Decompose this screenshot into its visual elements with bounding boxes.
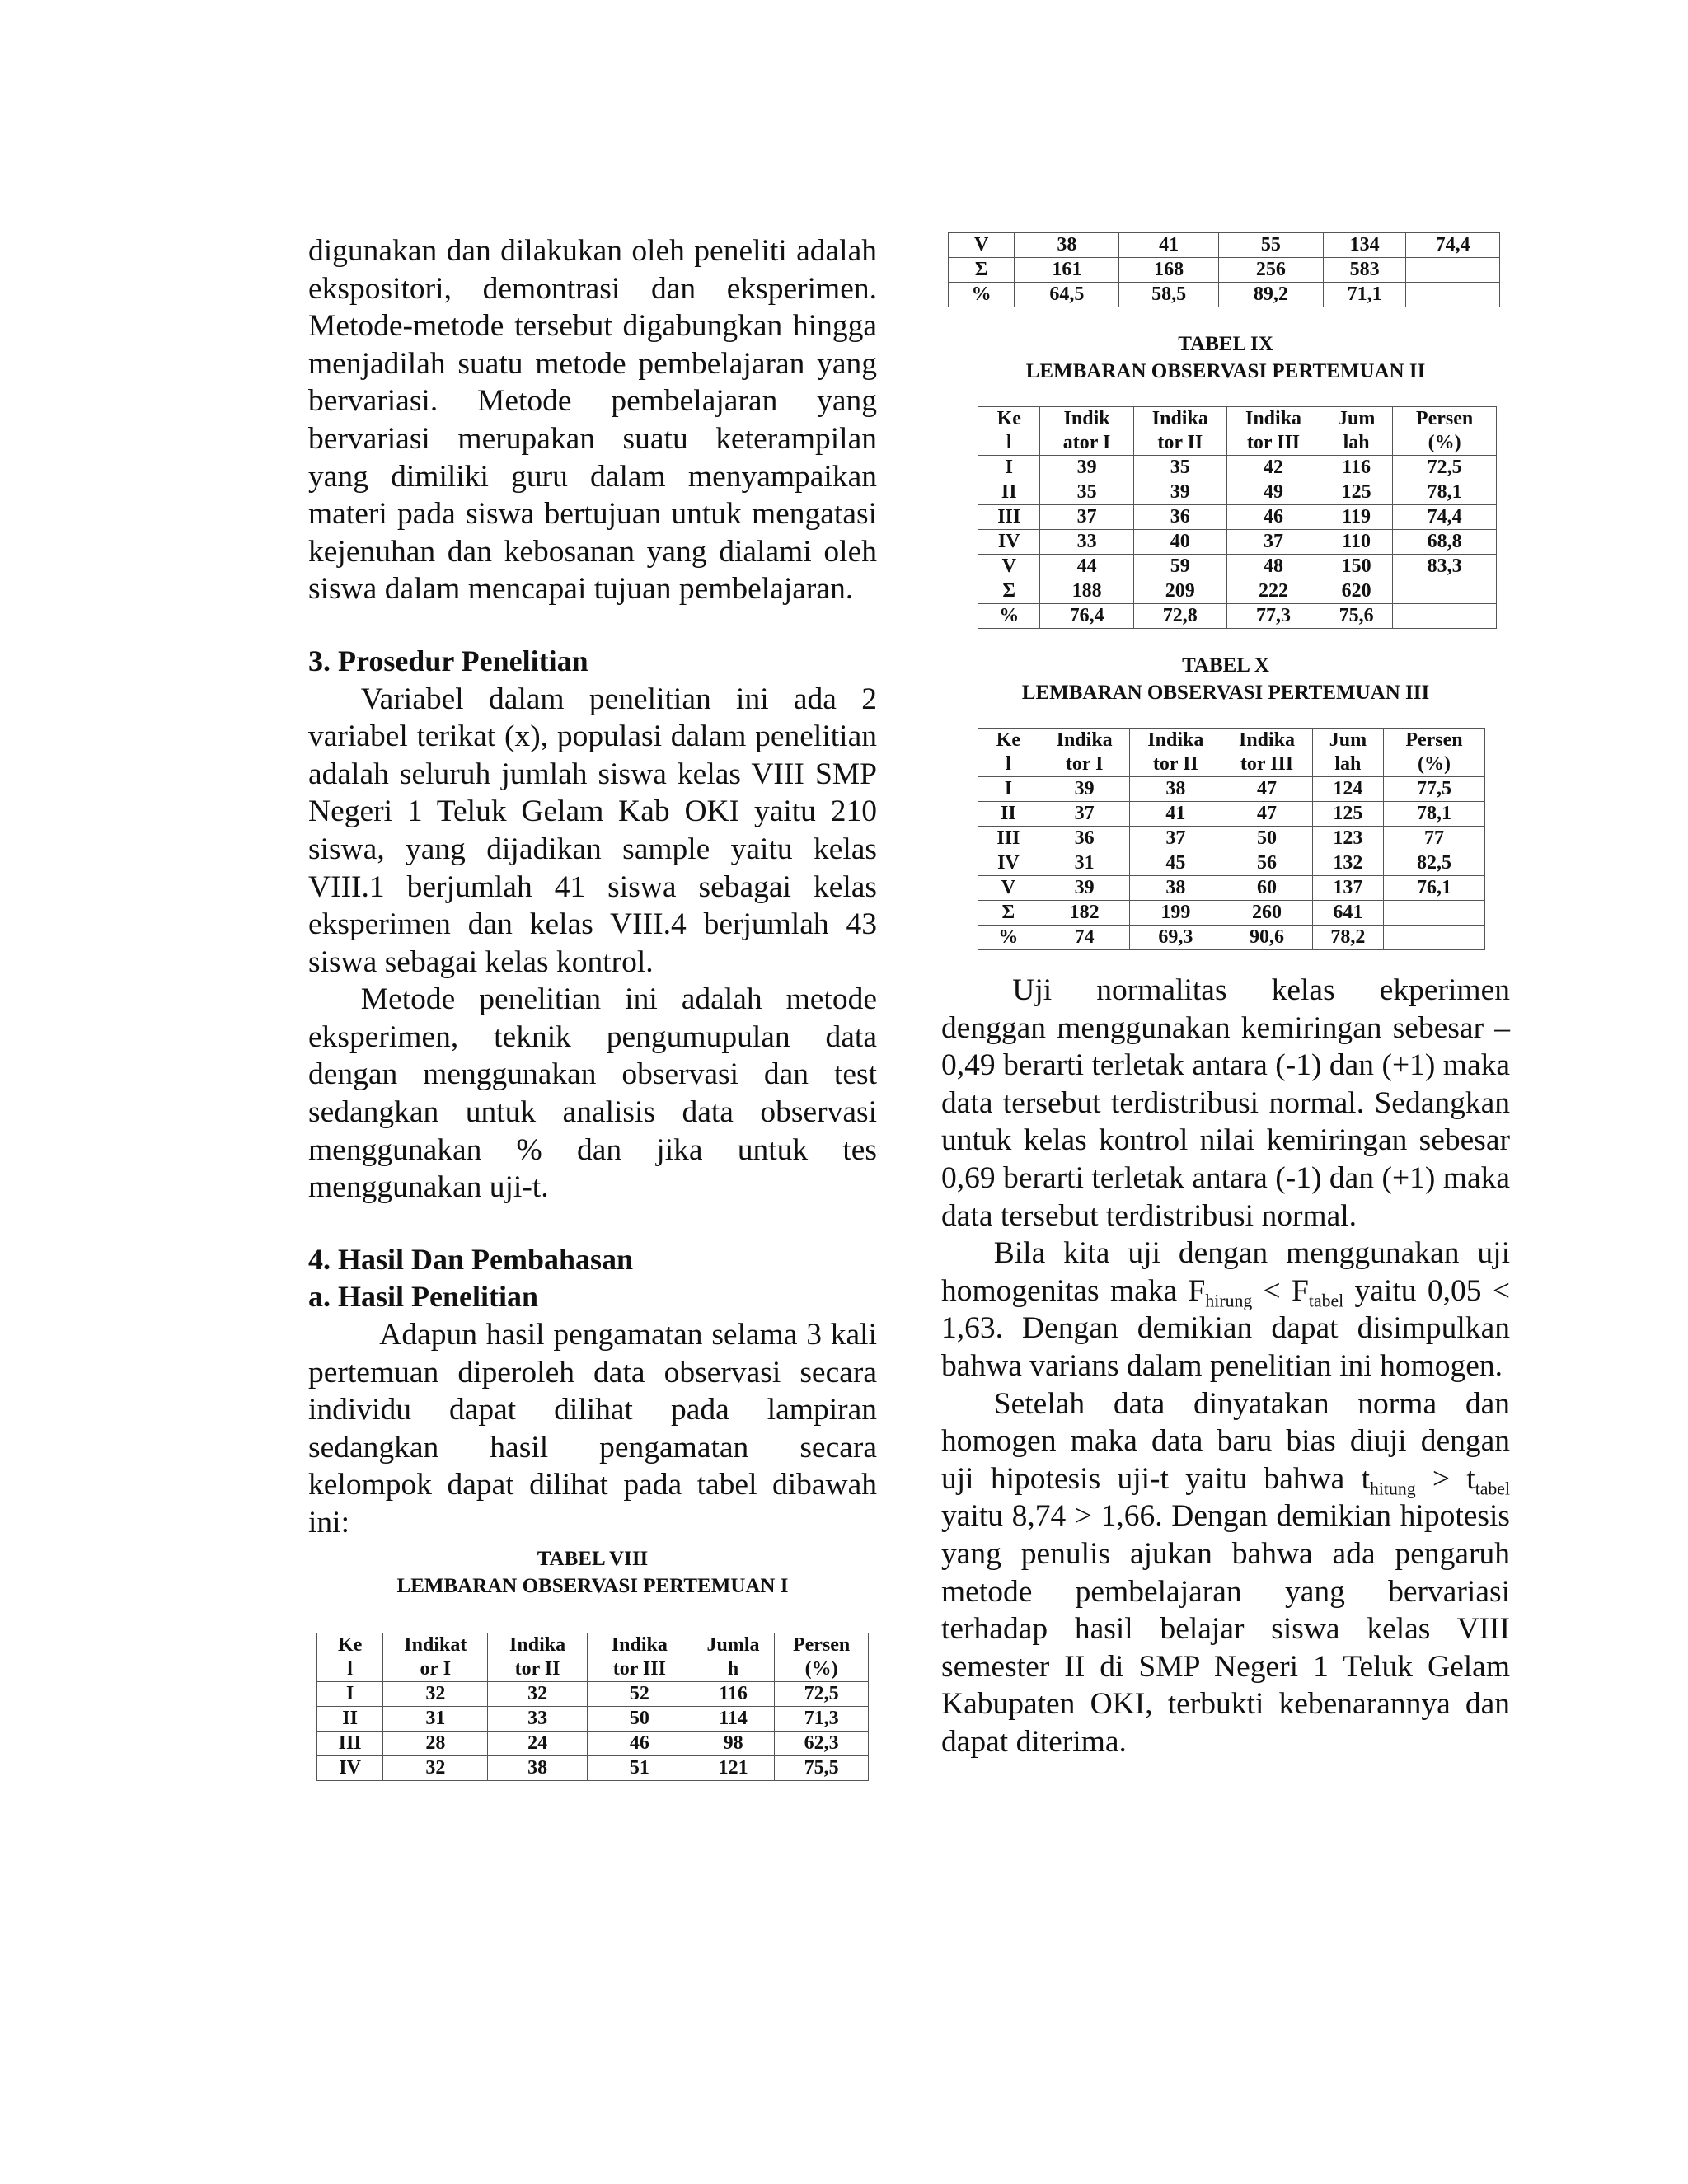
table-cell: 64,5 <box>1015 283 1119 307</box>
table-row <box>978 530 1497 555</box>
table-cell: 47 <box>1221 802 1313 827</box>
table-cell: 256 <box>1218 258 1323 283</box>
table-cell: 82,5 <box>1383 851 1484 876</box>
table-cell: 123 <box>1312 827 1383 851</box>
table-cell: 32 <box>383 1681 488 1706</box>
table-cell: 56 <box>1221 851 1313 876</box>
table-cell: 121 <box>692 1755 774 1780</box>
table-8 <box>316 1633 869 1781</box>
table-cell: 72,8 <box>1133 604 1226 629</box>
table-cell: 32 <box>488 1681 587 1706</box>
table-row <box>978 777 1485 802</box>
table-row <box>978 480 1497 505</box>
paragraph-hasil-pengamatan: Adapun hasil pengamatan selama 3 kali pertemuan diperoleh data observasi secara individu dapat dilihat pada lampiran sedangkan hasil pengamatan secara kelompok dapat dilihat pada tabel dibawah ini: <box>308 1318 877 1540</box>
table-cell: 51 <box>587 1755 692 1780</box>
table-cell: 150 <box>1320 555 1393 579</box>
section-heading-prosedur: 3. Prosedur Penelitian <box>308 644 588 677</box>
table-cell: 119 <box>1320 505 1393 530</box>
table-9 <box>978 406 1497 629</box>
table-cell: 71,3 <box>775 1706 869 1731</box>
table-row <box>978 604 1497 629</box>
table-cell: 76,1 <box>1383 876 1484 901</box>
table-header-cell: Indika tor II <box>1133 407 1226 456</box>
table-header-cell: Indika tor III <box>1221 729 1313 777</box>
table-cell: 78,1 <box>1393 480 1497 505</box>
table-header-cell: Indika tor III <box>587 1633 692 1681</box>
table-cell: 46 <box>587 1731 692 1755</box>
table-cell: 36 <box>1039 827 1130 851</box>
table-cell: 199 <box>1130 901 1221 926</box>
table-cell: 116 <box>1320 456 1393 480</box>
table-cell: 124 <box>1312 777 1383 802</box>
table-header-row <box>978 407 1497 456</box>
table-cell: 37 <box>1039 802 1130 827</box>
table-row <box>978 505 1497 530</box>
table-row <box>978 555 1497 579</box>
table-cell: 49 <box>1226 480 1320 505</box>
table-10-title: TABEL X <box>1182 654 1269 677</box>
table-cell: 58,5 <box>1119 283 1218 307</box>
table-row <box>317 1755 869 1780</box>
table-cell: V <box>978 876 1039 901</box>
table-row <box>949 258 1500 283</box>
table-cell: 641 <box>1312 901 1383 926</box>
table-cell: 125 <box>1320 480 1393 505</box>
table-cell: IV <box>978 530 1040 555</box>
table-cell: 188 <box>1040 579 1133 604</box>
paragraph-metode: Metode penelitian ini adalah metode eksperimen, teknik pengumupulan data dengan menggunakan observasi dan test sedangkan untuk analisis data observasi menggunakan % dan jika untuk tes menggunakan uji-t. <box>308 982 877 1205</box>
table-cell <box>1406 283 1500 307</box>
table-cell: 76,4 <box>1040 604 1133 629</box>
table-8-title: TABEL VIII <box>537 1547 649 1570</box>
table-cell: 78,1 <box>1383 802 1484 827</box>
table-cell <box>1383 926 1484 950</box>
table-cell: 28 <box>383 1731 488 1755</box>
table-header-cell: Persen (%) <box>1383 729 1484 777</box>
table-header-cell: Indika tor III <box>1226 407 1320 456</box>
table-header-cell: Jumla h <box>692 1633 774 1681</box>
table-cell: 47 <box>1221 777 1313 802</box>
table-cell: I <box>978 777 1039 802</box>
table-cell: II <box>978 480 1040 505</box>
table-cell: 132 <box>1312 851 1383 876</box>
table-cell: 48 <box>1226 555 1320 579</box>
table-cell: I <box>317 1681 383 1706</box>
paragraph-hipotesis: Setelah data dinyatakan norma dan homogen maka data baru bias diuji dengan uji hipotesis uji-t yaitu bahwa $t_{hitung} > t_{tabel}$ yaitu 8,74 > 1,66. Dengan demikian hipotesis yang penulis ajukan bahwa ada pengaruh metode pembelajaran yang bervariasi terhadap hasil belajar siswa kelas VIII semester II di SMP Negeri 1 Teluk Gelam Kabupaten OKI, terbukti kebenarannya dan dapat diterima. <box>941 1386 1510 1759</box>
table-cell: 74,4 <box>1406 233 1500 258</box>
table-cell: 52 <box>587 1681 692 1706</box>
table-cell: 77,5 <box>1383 777 1484 802</box>
table-cell: 46 <box>1226 505 1320 530</box>
table-cell: III <box>317 1731 383 1755</box>
table-header-cell: Indika tor II <box>1130 729 1221 777</box>
table-cell: IV <box>978 851 1039 876</box>
table-cell: 161 <box>1015 258 1119 283</box>
table-header-cell: Indika tor II <box>488 1633 587 1681</box>
table-cell: 42 <box>1226 456 1320 480</box>
table-cell: 116 <box>692 1681 774 1706</box>
table-cell: 38 <box>1015 233 1119 258</box>
table-cell: % <box>949 283 1015 307</box>
table-cell: 110 <box>1320 530 1393 555</box>
table-row <box>978 456 1497 480</box>
table-row <box>978 851 1485 876</box>
table-cell: 114 <box>692 1706 774 1731</box>
table-cell: 38 <box>488 1755 587 1780</box>
left-column <box>308 232 877 1781</box>
table-header-cell: Ke l <box>317 1633 383 1681</box>
table-header-cell: Indika tor I <box>1039 729 1130 777</box>
table-row <box>978 802 1485 827</box>
table-cell: 37 <box>1130 827 1221 851</box>
table-cell: 620 <box>1320 579 1393 604</box>
table-cell: 182 <box>1039 901 1130 926</box>
table-cell: 24 <box>488 1731 587 1755</box>
table-cell: 125 <box>1312 802 1383 827</box>
paragraph-methods-continued: digunakan dan dilakukan oleh peneliti adalah ekspositori, demontrasi dan eksperimen. Metode-metode tersebut digabungkan hingga menjadilah suatu metode pembelajaran yang bervariasi. Metode pembelajaran yang bervariasi merupakan suatu keterampilan yang dimiliki guru dalam menyampaikan materi pada siswa bertujuan untuk mengatasi kejenuhan dan kebosanan yang dialami oleh siswa dalam mencapai tujuan pembelajaran. <box>308 234 877 607</box>
table-cell: 38 <box>1130 876 1221 901</box>
table-cell: 31 <box>383 1706 488 1731</box>
table-cell: 89,2 <box>1218 283 1323 307</box>
table-cell: 44 <box>1040 555 1133 579</box>
table-cell <box>1393 604 1497 629</box>
table-cell: 78,2 <box>1312 926 1383 950</box>
table-header-cell: Ke l <box>978 729 1039 777</box>
table-cell: IV <box>317 1755 383 1780</box>
table-cell: 40 <box>1133 530 1226 555</box>
table-cell: 35 <box>1040 480 1133 505</box>
table-cell: Σ <box>978 579 1040 604</box>
table-cell: 72,5 <box>1393 456 1497 480</box>
table-cell: 72,5 <box>775 1681 869 1706</box>
table-header-cell: Persen (%) <box>1393 407 1497 456</box>
table-header-cell: Persen (%) <box>775 1633 869 1681</box>
table-cell: 41 <box>1130 802 1221 827</box>
table-row <box>317 1681 869 1706</box>
table-10-subtitle: LEMBARAN OBSERVASI PERTEMUAN III <box>1021 682 1430 704</box>
table-header-row <box>978 729 1485 777</box>
table-9-title: TABEL IX <box>1178 333 1273 355</box>
table-cell: 134 <box>1323 233 1405 258</box>
paragraph-variabel: Variabel dalam penelitian ini ada 2 variabel terikat (x), populasi dalam penelitian adalah seluruh jumlah siswa kelas VIII SMP Negeri 1 Teluk Gelam Kab OKI yaitu 210 siswa, yang dijadikan sample yaitu kelas VIII.1 berjumlah 41 siswa sebagai kelas eksperimen dan kelas VIII.4 berjumlah 43 siswa sebagai kelas kontrol. <box>308 682 877 979</box>
table-cell: Σ <box>978 901 1039 926</box>
table-cell: 83,3 <box>1393 555 1497 579</box>
table-8-subtitle: LEMBARAN OBSERVASI PERTEMUAN I <box>396 1574 789 1597</box>
paragraph-normalitas: Uji normalitas kelas ekperimen denggan menggunakan kemiringan sebesar –0,49 berarti terletak antara (-1) dan (+1) maka data tersebut terdistribusi normal. Sedangkan untuk kelas kontrol nilai kemiringan sebesar 0,69 berarti terletak antara (-1) dan (+1) maka data tersebut terdistribusi normal. <box>941 973 1510 1233</box>
table-cell: 583 <box>1323 258 1405 283</box>
table-header-cell: Indikat or I <box>383 1633 488 1681</box>
table-8-continued <box>948 232 1500 307</box>
table-cell: 33 <box>1040 530 1133 555</box>
table-10 <box>978 728 1485 950</box>
table-cell: 59 <box>1133 555 1226 579</box>
table-cell: 75,5 <box>775 1755 869 1780</box>
table-row <box>978 579 1497 604</box>
table-header-cell: Indik ator I <box>1040 407 1133 456</box>
table-cell: 71,1 <box>1323 283 1405 307</box>
table-row <box>949 283 1500 307</box>
table-cell: 36 <box>1133 505 1226 530</box>
table-cell: 77,3 <box>1226 604 1320 629</box>
table-cell: 32 <box>383 1755 488 1780</box>
table-cell: 209 <box>1133 579 1226 604</box>
table-cell: 74 <box>1039 926 1130 950</box>
table-cell: 77 <box>1383 827 1484 851</box>
table-row <box>978 876 1485 901</box>
table-cell: 35 <box>1133 456 1226 480</box>
table-cell: 74,4 <box>1393 505 1497 530</box>
table-cell: 33 <box>488 1706 587 1731</box>
right-column <box>941 232 1510 1760</box>
table-cell: 41 <box>1119 233 1218 258</box>
table-cell: 168 <box>1119 258 1218 283</box>
table-cell: 39 <box>1039 777 1130 802</box>
table-cell: II <box>978 802 1039 827</box>
table-cell: 90,6 <box>1221 926 1313 950</box>
table-header-row <box>317 1633 869 1681</box>
table-cell: V <box>949 233 1015 258</box>
table-cell: 222 <box>1226 579 1320 604</box>
table-cell: 62,3 <box>775 1731 869 1755</box>
table-cell: % <box>978 604 1040 629</box>
table-cell: 50 <box>1221 827 1313 851</box>
table-cell: 45 <box>1130 851 1221 876</box>
table-cell: 137 <box>1312 876 1383 901</box>
table-cell <box>1406 258 1500 283</box>
table-cell: 37 <box>1226 530 1320 555</box>
table-cell: % <box>978 926 1039 950</box>
table-cell: 37 <box>1040 505 1133 530</box>
table-9-subtitle: LEMBARAN OBSERVASI PERTEMUAN II <box>1025 360 1426 382</box>
table-header-cell: Jum lah <box>1312 729 1383 777</box>
table-cell: 50 <box>587 1706 692 1731</box>
table-row <box>978 901 1485 926</box>
table-row <box>317 1706 869 1731</box>
table-cell: V <box>978 555 1040 579</box>
table-header-cell: Jum lah <box>1320 407 1393 456</box>
table-cell: 38 <box>1130 777 1221 802</box>
table-cell: 39 <box>1039 876 1130 901</box>
table-header-cell: Ke l <box>978 407 1040 456</box>
table-cell: 68,8 <box>1393 530 1497 555</box>
table-cell: 31 <box>1039 851 1130 876</box>
table-row <box>317 1731 869 1755</box>
subsection-heading-hasil-penelitian: a. Hasil Penelitian <box>308 1280 538 1314</box>
table-cell: III <box>978 505 1040 530</box>
table-cell: I <box>978 456 1040 480</box>
table-cell: II <box>317 1706 383 1731</box>
table-row <box>949 233 1500 258</box>
table-cell: 75,6 <box>1320 604 1393 629</box>
table-cell: III <box>978 827 1039 851</box>
paragraph-homogenitas: Bila kita uji dengan menggunakan uji homogenitas maka $F_{hirung} < F_{tabel}$ yaitu 0,05 < 1,63. Dengan demikian dapat disimpulkan bahwa varians dalam penelitian ini homogen. <box>941 1236 1510 1383</box>
table-cell: 39 <box>1040 456 1133 480</box>
table-cell <box>1393 579 1497 604</box>
table-cell: Σ <box>949 258 1015 283</box>
section-heading-hasil-pembahasan: 4. Hasil Dan Pembahasan <box>308 1242 634 1276</box>
table-cell: 39 <box>1133 480 1226 505</box>
table-row <box>978 827 1485 851</box>
table-cell: 98 <box>692 1731 774 1755</box>
table-cell <box>1383 901 1484 926</box>
table-row <box>978 926 1485 950</box>
table-cell: 60 <box>1221 876 1313 901</box>
table-cell: 260 <box>1221 901 1313 926</box>
table-cell: 55 <box>1218 233 1323 258</box>
table-cell: 69,3 <box>1130 926 1221 950</box>
